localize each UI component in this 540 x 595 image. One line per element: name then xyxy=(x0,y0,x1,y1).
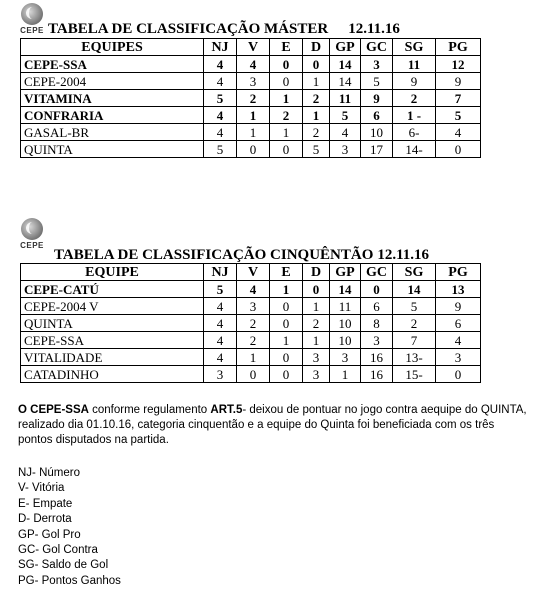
stat-cell: 12 xyxy=(436,56,481,73)
stat-cell: 3 xyxy=(436,349,481,366)
stat-cell: 4 xyxy=(204,315,237,332)
table-row xyxy=(21,298,481,315)
table-row xyxy=(21,141,481,158)
team-name-cell: VITAMINA xyxy=(21,90,204,107)
stat-cell: 5 xyxy=(204,90,237,107)
stat-cell: 1 xyxy=(303,73,330,90)
legend-item: D- Derrota xyxy=(18,513,72,526)
legend-item: V- Vitória xyxy=(18,482,65,495)
stat-cell: 3 xyxy=(330,349,361,366)
header-cell: PG xyxy=(436,39,481,56)
stat-cell: 11 xyxy=(393,56,436,73)
stat-cell: 0 xyxy=(270,56,303,73)
cinquentao-standings-table xyxy=(20,263,481,383)
stat-cell: 0 xyxy=(303,56,330,73)
stat-cell: 2 xyxy=(303,124,330,141)
team-name-cell: CEPE-2004 V xyxy=(21,298,204,315)
stat-cell: 5 xyxy=(303,141,330,158)
header-cell: GP xyxy=(330,39,361,56)
stat-cell: 3 xyxy=(303,366,330,383)
legend-item: SG- Saldo de Gol xyxy=(18,559,109,572)
stat-cell: 6 xyxy=(361,107,393,124)
stat-cell: 16 xyxy=(361,366,393,383)
stat-cell: 14- xyxy=(393,141,436,158)
team-name-cell: QUINTA xyxy=(21,315,204,332)
note-team: O CEPE-SSA xyxy=(18,404,89,416)
stat-cell: 3 xyxy=(303,349,330,366)
header-cell: SG xyxy=(393,39,436,56)
stat-cell: 4 xyxy=(204,73,237,90)
stat-cell: 11 xyxy=(330,90,361,107)
table-row xyxy=(21,281,481,298)
stat-cell: 1 xyxy=(237,349,270,366)
stat-cell: 3 xyxy=(237,73,270,90)
stat-cell: 6 xyxy=(436,315,481,332)
legend-item: NJ- Número xyxy=(18,467,80,479)
stat-cell: 4 xyxy=(204,56,237,73)
stat-cell: 1 xyxy=(237,107,270,124)
stat-cell: 0 xyxy=(237,141,270,158)
stat-cell: 5 xyxy=(204,141,237,158)
header-cell: PG xyxy=(436,264,481,281)
legend-item: E- Empate xyxy=(18,497,73,510)
stat-cell: 7 xyxy=(436,90,481,107)
header-cell: NJ xyxy=(204,39,237,56)
cepe-logo xyxy=(18,3,46,35)
stat-cell: 5 xyxy=(330,107,361,124)
stat-cell: 5 xyxy=(361,73,393,90)
stat-cell: 1 xyxy=(303,298,330,315)
stat-cell: 0 xyxy=(270,349,303,366)
stat-cell: 9 xyxy=(436,73,481,90)
stat-cell: 0 xyxy=(436,141,481,158)
stat-cell: 2 xyxy=(237,332,270,349)
stat-cell: 0 xyxy=(361,281,393,298)
table-row xyxy=(21,124,481,141)
team-name-cell: CEPE-SSA xyxy=(21,56,204,73)
legend-item: PG- Pontos Ganhos xyxy=(18,574,121,587)
header-cell: V xyxy=(237,39,270,56)
stat-cell: 8 xyxy=(361,315,393,332)
stat-cell: 13- xyxy=(393,349,436,366)
stat-cell: 0 xyxy=(270,366,303,383)
stat-cell: 4 xyxy=(436,124,481,141)
stat-cell: 16 xyxy=(361,349,393,366)
table-row xyxy=(21,107,481,124)
header-cell: GP xyxy=(330,264,361,281)
stat-cell: 0 xyxy=(303,281,330,298)
stat-cell: 14 xyxy=(393,281,436,298)
stat-cell: 4 xyxy=(237,56,270,73)
stat-cell: 4 xyxy=(330,124,361,141)
stat-cell: 9 xyxy=(393,73,436,90)
stat-cell: 2 xyxy=(237,90,270,107)
regulation-note xyxy=(18,403,530,448)
table-row xyxy=(21,90,481,107)
team-name-cell: CEPE-SSA xyxy=(21,332,204,349)
stat-cell: 4 xyxy=(204,107,237,124)
header-cell: SG xyxy=(393,264,436,281)
stat-cell: 0 xyxy=(270,73,303,90)
team-name-cell: CEPE-CATÚ xyxy=(21,281,204,298)
table-row xyxy=(21,73,481,90)
stat-cell: 0 xyxy=(237,366,270,383)
table1-title xyxy=(48,21,400,38)
stat-cell: 4 xyxy=(204,332,237,349)
header-cell: GC xyxy=(361,264,393,281)
stat-cell: 3 xyxy=(361,56,393,73)
stat-cell: 0 xyxy=(436,366,481,383)
team-name-cell: QUINTA xyxy=(21,141,204,158)
header-cell: E xyxy=(270,39,303,56)
stat-cell: 9 xyxy=(361,90,393,107)
stat-cell: 13 xyxy=(436,281,481,298)
cepe-logo-emblem xyxy=(21,218,43,240)
stat-cell: 10 xyxy=(330,315,361,332)
stat-cell: 2 xyxy=(270,107,303,124)
stat-cell: 1 xyxy=(330,366,361,383)
header-cell: EQUIPE xyxy=(21,264,204,281)
table-row xyxy=(21,349,481,366)
cepe-logo-text: CEPE xyxy=(20,26,44,35)
header-cell: NJ xyxy=(204,264,237,281)
stat-cell: 1 xyxy=(270,124,303,141)
table-header-row xyxy=(21,264,481,281)
table-row xyxy=(21,315,481,332)
stat-cell: 0 xyxy=(270,298,303,315)
abbreviation-legend xyxy=(18,466,121,589)
stat-cell: 1 - xyxy=(393,107,436,124)
table-row xyxy=(21,366,481,383)
stat-cell: 6- xyxy=(393,124,436,141)
cepe-logo xyxy=(18,218,46,250)
stat-cell: 3 xyxy=(204,366,237,383)
table-row xyxy=(21,56,481,73)
legend-item: GC- Gol Contra xyxy=(18,544,98,557)
stat-cell: 0 xyxy=(270,315,303,332)
stat-cell: 2 xyxy=(303,90,330,107)
stat-cell: 15- xyxy=(393,366,436,383)
stat-cell: 2 xyxy=(303,315,330,332)
note-text-a: conforme regulamento xyxy=(88,404,211,416)
table1-date: 12.11.16 xyxy=(348,21,400,37)
stat-cell: 2 xyxy=(393,315,436,332)
stat-cell: 9 xyxy=(436,298,481,315)
stat-cell: 4 xyxy=(204,349,237,366)
stat-cell: 5 xyxy=(204,281,237,298)
legend-item: GP- Gol Pro xyxy=(18,528,81,541)
stat-cell: 2 xyxy=(393,90,436,107)
table2-title xyxy=(54,247,429,264)
stat-cell: 10 xyxy=(330,332,361,349)
cepe-logo-text: CEPE xyxy=(20,241,44,250)
stat-cell: 1 xyxy=(303,332,330,349)
stat-cell: 3 xyxy=(361,332,393,349)
stat-cell: 4 xyxy=(237,281,270,298)
team-name-cell: CATADINHO xyxy=(21,366,204,383)
stat-cell: 4 xyxy=(204,124,237,141)
stat-cell: 1 xyxy=(270,332,303,349)
team-name-cell: CONFRARIA xyxy=(21,107,204,124)
stat-cell: 5 xyxy=(393,298,436,315)
stat-cell: 14 xyxy=(330,73,361,90)
stat-cell: 17 xyxy=(361,141,393,158)
note-text-b: - deixou de pontuar no jogo contra aequipe do QUINTA, realizado dia 01.10.16, categoria cinquentão e a equipe do Quinta foi beneficiada com os três pontos disputados na partida. xyxy=(18,404,527,446)
stat-cell: 1 xyxy=(270,90,303,107)
stat-cell: 1 xyxy=(303,107,330,124)
header-cell: V xyxy=(237,264,270,281)
stat-cell: 1 xyxy=(270,281,303,298)
header-cell: D xyxy=(303,264,330,281)
team-name-cell: CEPE-2004 xyxy=(21,73,204,90)
header-cell: EQUIPES xyxy=(21,39,204,56)
stat-cell: 0 xyxy=(270,141,303,158)
stat-cell: 2 xyxy=(237,315,270,332)
stat-cell: 7 xyxy=(393,332,436,349)
table-row xyxy=(21,332,481,349)
header-cell: GC xyxy=(361,39,393,56)
stat-cell: 4 xyxy=(436,332,481,349)
table2-date: 12.11.16 xyxy=(377,247,430,263)
stat-cell: 14 xyxy=(330,281,361,298)
stat-cell: 5 xyxy=(436,107,481,124)
stat-cell: 6 xyxy=(361,298,393,315)
team-name-cell: GASAL-BR xyxy=(21,124,204,141)
team-name-cell: VITALIDADE xyxy=(21,349,204,366)
table1-title-text: TABELA DE CLASSIFICAÇÃO MÁSTER xyxy=(48,21,329,37)
stat-cell: 14 xyxy=(330,56,361,73)
stat-cell: 3 xyxy=(237,298,270,315)
table-header-row xyxy=(21,39,481,56)
master-standings-table xyxy=(20,38,481,158)
stat-cell: 4 xyxy=(204,298,237,315)
note-article: ART.5 xyxy=(210,404,243,416)
header-cell: D xyxy=(303,39,330,56)
cepe-logo-emblem xyxy=(21,3,43,25)
header-cell: E xyxy=(270,264,303,281)
stat-cell: 10 xyxy=(361,124,393,141)
stat-cell: 3 xyxy=(330,141,361,158)
table2-title-text: TABELA DE CLASSIFICAÇÃO CINQUÊNTÃO xyxy=(54,247,374,263)
stat-cell: 1 xyxy=(237,124,270,141)
stat-cell: 11 xyxy=(330,298,361,315)
